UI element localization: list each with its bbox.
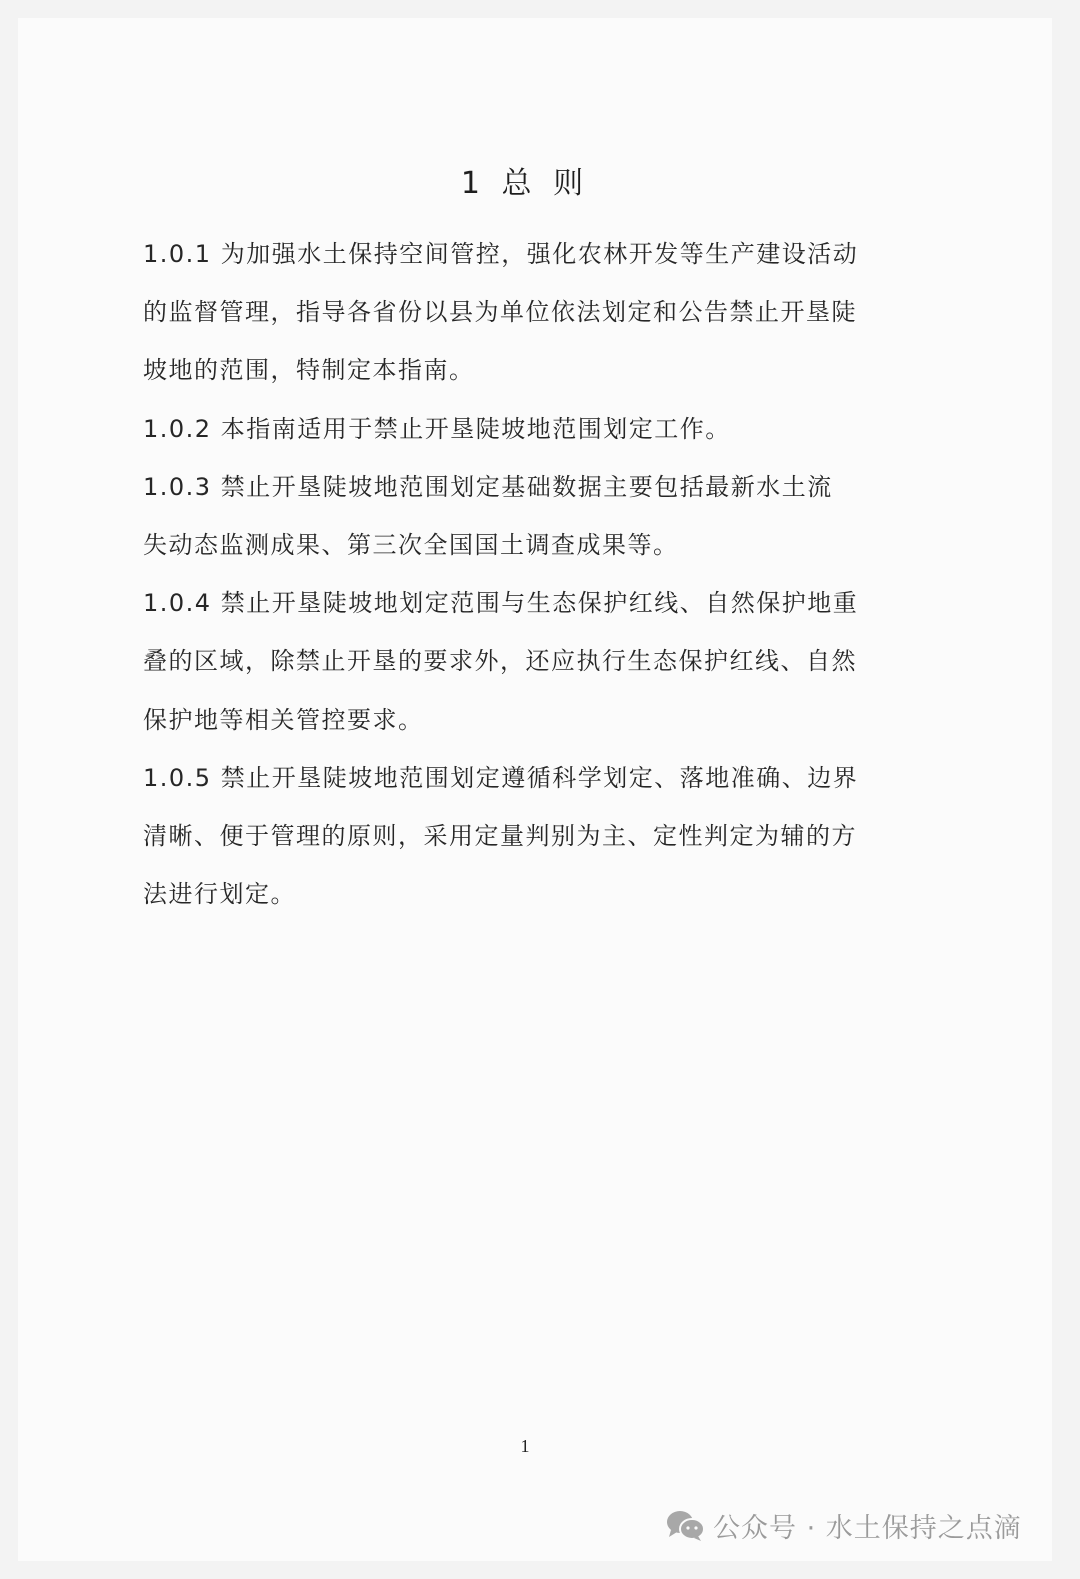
section-paragraph <box>143 411 923 469</box>
text-line: 坡地的范围，特制定本指南。 <box>143 356 475 385</box>
text-line: 1.0.4 禁止开垦陡坡地划定范围与生态保护红线、自然保护地重 <box>143 589 859 618</box>
watermark-text: 公众号 · 水土保持之点滴 <box>713 1513 1022 1544</box>
section-paragraph <box>143 585 923 760</box>
chapter-title: 1 总 则 <box>460 166 590 201</box>
section-paragraph <box>143 469 923 585</box>
section-paragraph <box>143 760 923 935</box>
text-line: 失动态监测成果、第三次全国国土调查成果等。 <box>143 530 679 559</box>
text-line: 法进行划定。 <box>143 880 296 909</box>
text-line: 清晰、便于管理的原则，采用定量判别为主、定性判定为辅的方 <box>143 821 857 850</box>
document-body <box>143 236 923 934</box>
wechat-icon <box>665 1510 705 1542</box>
text-line: 1.0.2 本指南适用于禁止开垦陡坡地范围划定工作。 <box>143 414 731 443</box>
text-line: 1.0.5 禁止开垦陡坡地范围划定遵循科学划定、落地准确、边界 <box>143 763 859 792</box>
page-number: 1 <box>520 1436 530 1456</box>
text-line: 1.0.1 为加强水土保持空间管控，强化农林开发等生产建设活动 <box>143 240 859 268</box>
section-paragraph <box>143 236 923 411</box>
text-line: 1.0.3 禁止开垦陡坡地范围划定基础数据主要包括最新水土流 <box>143 472 833 501</box>
text-line: 保护地等相关管控要求。 <box>143 705 424 734</box>
watermark <box>665 1506 1022 1545</box>
text-line: 的监督管理，指导各省份以县为单位依法划定和公告禁止开垦陡 <box>143 298 857 327</box>
text-line: 叠的区域，除禁止开垦的要求外，还应执行生态保护红线、自然 <box>143 647 857 676</box>
